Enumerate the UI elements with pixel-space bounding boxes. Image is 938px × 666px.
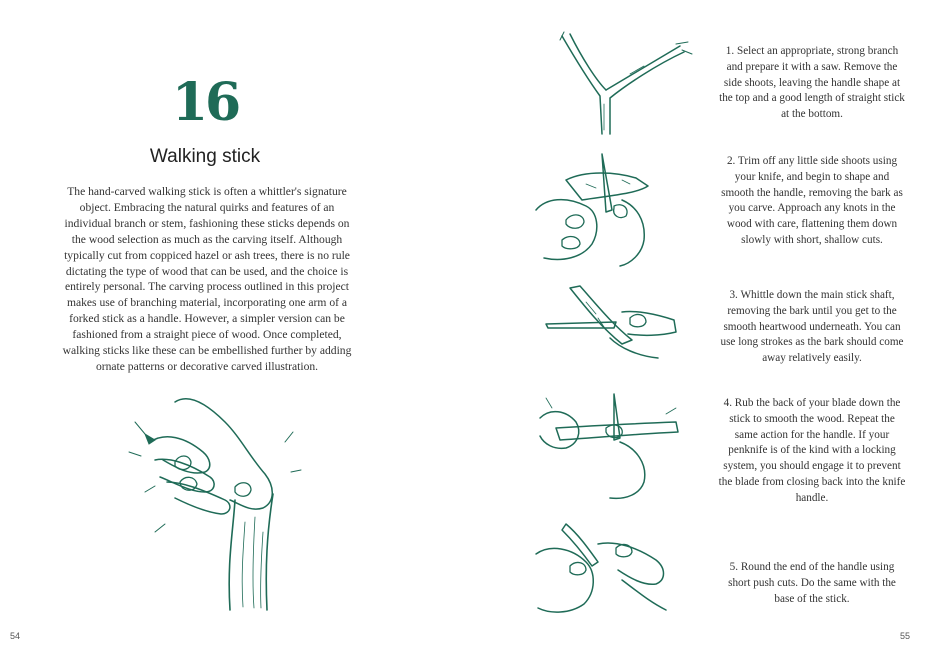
step-5-rounding-illustration [526, 514, 694, 618]
step-3-text: 3. Whittle down the main stick shaft, removing the bark until you get to the smooth heartwood underneath. You can use long strokes as the bark should come away relatively easily. [720, 289, 904, 365]
step-5-text: 5. Round the end of the handle using short push cuts. Do the same with the base of the stick. [728, 561, 896, 605]
page-number-right: 55 [899, 631, 910, 641]
page-number-left: 54 [10, 631, 21, 641]
step-2-trimming-illustration [526, 150, 694, 270]
step-4-smoothing-illustration [526, 388, 694, 502]
hand-holding-stick-illustration [115, 382, 305, 612]
step-2-text: 2. Trim off any little side shoots using your knife, and begin to shape and smooth the handle, removing the bark as you carve. Approach any knots in the wood with care, flattening them down slowly with short, shallow cuts. [721, 155, 903, 246]
step-1-text: 1. Select an appropriate, strong branch and prepare it with a saw. Remove the side shoots, leaving the handle shape at the top and a good length of straight stick at the bottom. [719, 45, 905, 121]
intro-paragraph: The hand-carved walking stick is often a whittler's signature object. Embracing the natural quirks and features of an individual branch or stem, fashioning these sticks depends on the wood selection as much as the carving itself. Although typically cut from coppiced hazel or ash trees, there is no rule dictating the type of wood that can be used, and the choice is entirely personal. The carving process outlined in this project makes use of branching material, incorporating one arm of a forked stick as a handle. However, a simpler version can be fashioned from a straight piece of wood. Once completed, walking sticks like these can be embellished further by adding ornate patterns or decorative carved illustration. [62, 185, 352, 373]
step-1-forked-branch-illustration [526, 30, 694, 138]
chapter-number: 16 [171, 72, 239, 133]
step-4-text: 4. Rub the back of your blade down the stick to smooth the wood. Repeat the same action for the handle. If your penknife is of the kind with a locking system, you should engage it to prevent the blade from closing back into the knife handle. [718, 397, 906, 504]
step-3-shaft-whittling-illustration [526, 278, 694, 374]
chapter-title: Walking stick [149, 146, 261, 167]
